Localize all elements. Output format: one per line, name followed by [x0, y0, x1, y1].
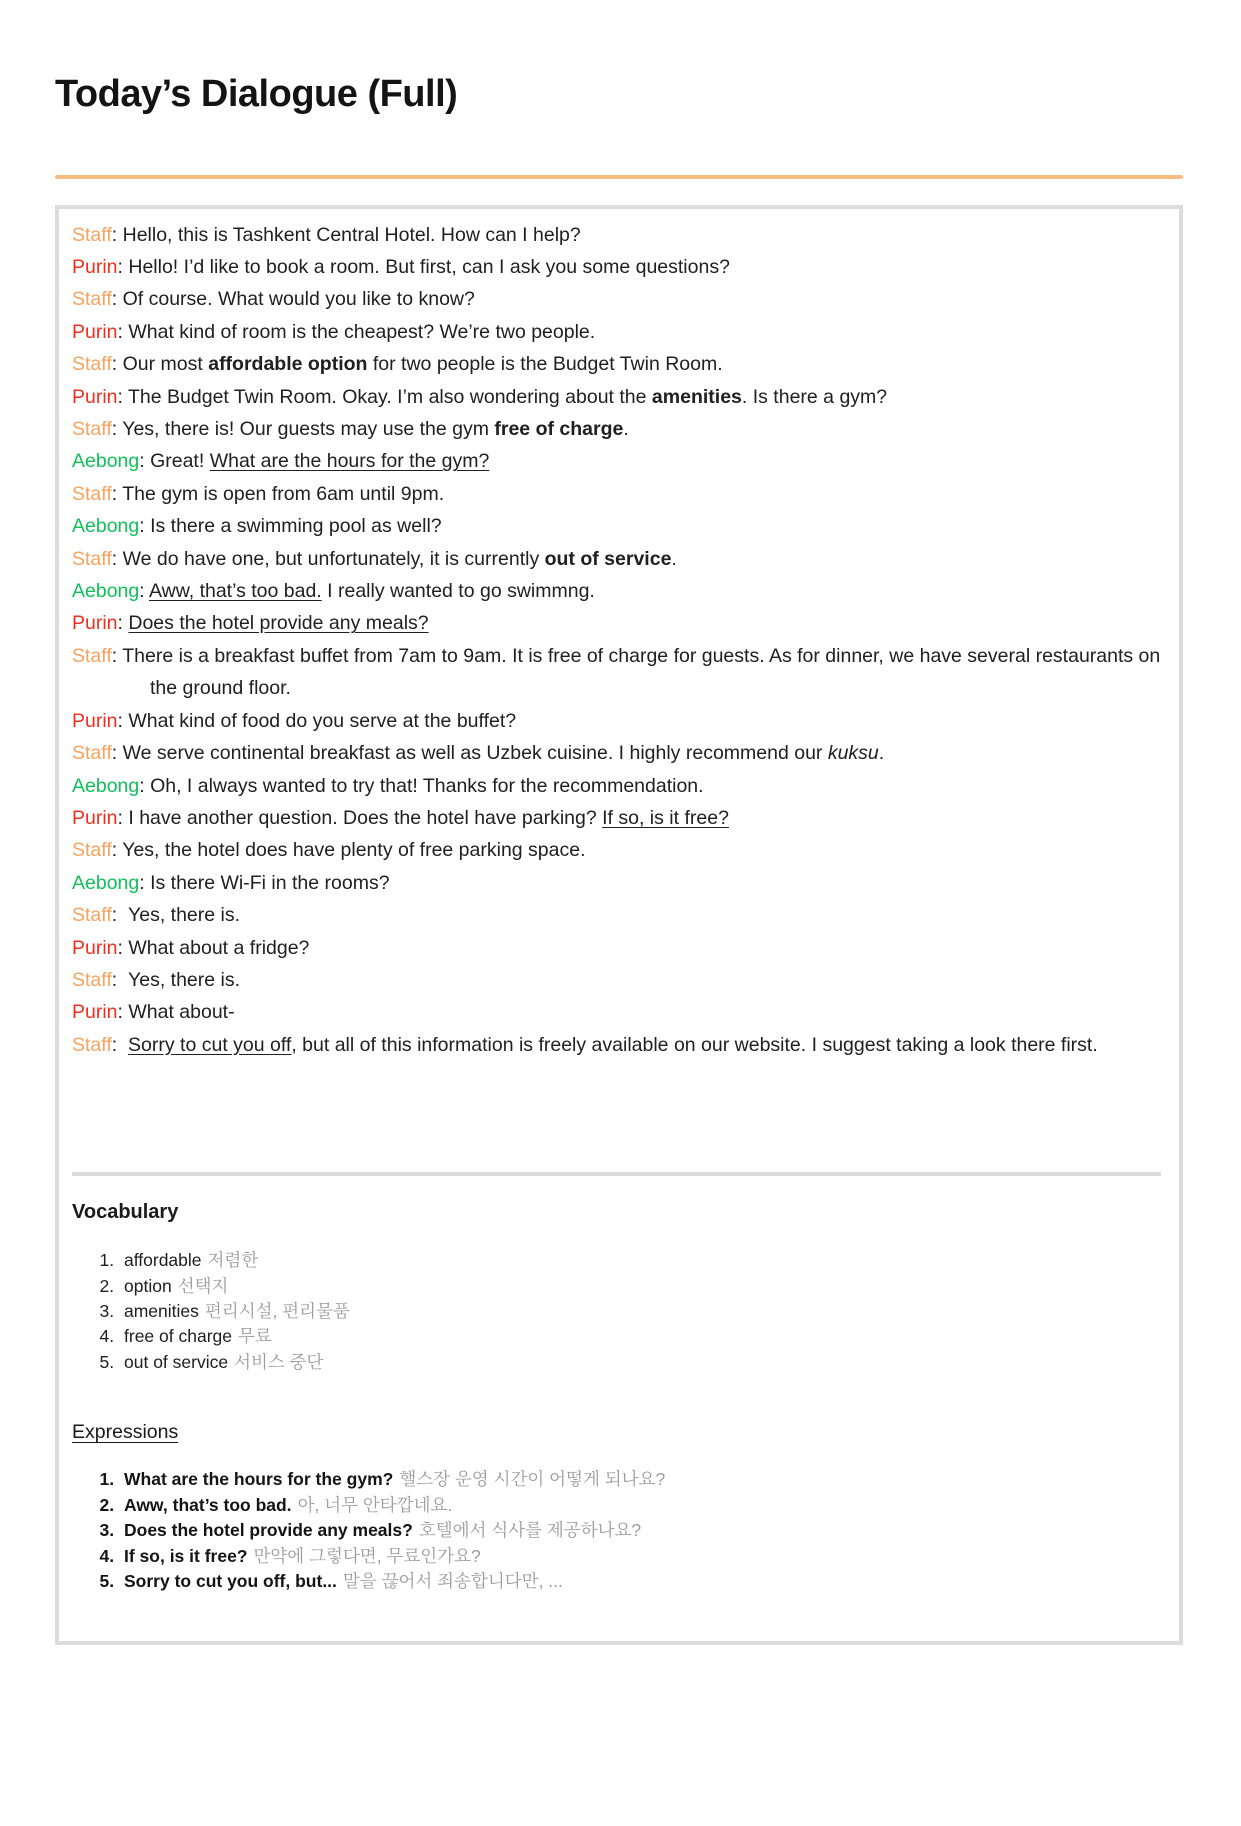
dialogue: [72, 219, 1161, 1062]
utterance-segment: What about-: [128, 1001, 235, 1024]
dialogue-line: Purin: Hello! I’d like to book a room. But first, can I ask you some questions?: [72, 256, 730, 278]
dialogue-line: Purin: Does the hotel provide any meals?: [72, 612, 429, 635]
dialogue-line: Staff: Yes, there is.: [72, 968, 241, 991]
expressions-heading: Expressions: [72, 1421, 179, 1444]
utterance-segment: I really wanted to go swimmng.: [321, 580, 595, 603]
utterance-segment: Aww, that’s too bad.: [149, 580, 322, 603]
dialogue-line: Purin: I have another question. Does the hotel have parking? If so, is it free?: [72, 806, 729, 829]
utterance-segment: What are the hours for the gym?: [209, 450, 490, 473]
utterance-segment: . Is there a gym?: [741, 385, 888, 408]
expression-korean: 호텔에서 식사를 제공하나요?: [418, 1520, 642, 1541]
utterance-segment: Is there Wi-Fi in the rooms?: [150, 871, 390, 894]
utterance-segment: affordable option: [208, 353, 368, 376]
expression-korean: 말을 끊어서 죄송합니다만, ...: [342, 1571, 563, 1592]
dialogue-line: Aebong: Is there a swimming pool as well?: [72, 515, 442, 538]
speaker-name: Aebong: [72, 580, 140, 603]
expression-english: Sorry to cut you off, but...: [124, 1571, 337, 1592]
speaker-name: Purin: [72, 256, 118, 278]
dialogue-line: Staff: Yes, there is! Our guests may use the gym free of charge.: [72, 418, 629, 441]
utterance-segment: What about a fridge?: [128, 936, 310, 959]
utterance-segment: We serve continental breakfast as well as Uzbek cuisine. I highly recommend our: [122, 742, 828, 765]
utterance-segment: , but all of this information is freely available on our website. I suggest taking a look there first.: [291, 1033, 1098, 1056]
vocabulary-item: [119, 1299, 1161, 1324]
section-divider: [72, 1172, 1161, 1176]
utterance-segment: Is there a swimming pool as well?: [150, 515, 442, 538]
page-title: Today’s Dialogue (Full): [55, 73, 458, 115]
utterance-segment: Sorry to cut you off: [128, 1033, 292, 1056]
page: [0, 72, 1241, 1645]
dialogue-line: Aebong: Oh, I always wanted to try that! Thanks for the recommendation.: [72, 774, 704, 797]
utterance-segment: out of service: [544, 547, 672, 570]
vocabulary-korean: 저렴한: [207, 1250, 259, 1271]
vocabulary-item: [119, 1350, 1161, 1375]
utterance-segment: Yes, the hotel does have plenty of free parking space.: [122, 839, 586, 862]
dialogue-line: Staff: Yes, the hotel does have plenty of free parking space.: [72, 839, 586, 862]
utterance-segment: If so, is it free?: [602, 806, 729, 829]
utterance-segment: Our most: [122, 353, 209, 376]
speaker-name: Staff: [72, 904, 112, 927]
dialogue-line: Staff: Of course. What would you like to know?: [72, 288, 475, 311]
speaker-name: Staff: [72, 288, 112, 311]
utterance-segment: The Budget Twin Room. Okay. I’m also wondering about the: [128, 385, 652, 408]
expression-item: [119, 1544, 1161, 1570]
dialogue-line: Aebong: Is there Wi-Fi in the rooms?: [72, 871, 390, 894]
expression-english: Does the hotel provide any meals?: [124, 1520, 413, 1541]
utterance-segment: .: [623, 418, 629, 441]
dialogue-line: Staff: There is a breakfast buffet from 7am to 9am. It is free of charge for guests. As for dinner, we have several restaurants on the ground floor.: [72, 644, 1161, 700]
vocabulary-korean: 무료: [237, 1326, 272, 1347]
expression-item: [119, 1569, 1161, 1595]
speaker-name: Purin: [72, 612, 118, 635]
speaker-name: Staff: [72, 839, 112, 862]
expression-english: Aww, that’s too bad.: [124, 1494, 292, 1515]
speaker-name: Aebong: [72, 515, 140, 538]
utterance-segment: Hello! I’d like to book a room. But first, can I ask you some questions?: [128, 256, 730, 278]
vocabulary-korean: 서비스 중단: [234, 1351, 324, 1372]
dialogue-line: Purin: What kind of room is the cheapest? We’re two people.: [72, 320, 596, 343]
vocabulary-item: [119, 1274, 1161, 1299]
vocabulary-korean: 선택지: [177, 1275, 229, 1296]
speaker-name: Staff: [72, 644, 112, 667]
utterance-segment: Oh, I always wanted to try that! Thanks for the recommendation.: [150, 774, 704, 797]
expression-korean: 만약에 그렇다면, 무료인가요?: [253, 1545, 481, 1566]
utterance-segment: kuksu: [827, 742, 879, 765]
vocabulary-english: free of charge: [124, 1326, 232, 1347]
utterance-segment: .: [671, 547, 677, 570]
dialogue-line: Purin: What about-: [72, 1001, 235, 1024]
utterance-segment: The gym is open from 6am until 9pm.: [122, 482, 445, 505]
expression-korean: 핼스장 운영 시간이 어떻게 되나요?: [399, 1469, 666, 1490]
dialogue-line: Staff: We do have one, but unfortunately, it is currently out of service.: [72, 547, 677, 570]
expression-english: What are the hours for the gym?: [124, 1469, 394, 1490]
vocabulary-heading: Vocabulary: [72, 1201, 179, 1224]
dialogue-line: Purin: What about a fridge?: [72, 936, 310, 959]
speaker-name: Aebong: [72, 774, 140, 797]
speaker-name: Purin: [72, 806, 118, 829]
speaker-name: Purin: [72, 320, 118, 343]
title-divider: [55, 175, 1183, 179]
speaker-name: Aebong: [72, 450, 140, 473]
vocabulary-english: option: [124, 1275, 172, 1296]
speaker-name: Purin: [72, 1001, 118, 1024]
lesson-box: [55, 205, 1183, 1645]
vocabulary-item: [119, 1324, 1161, 1349]
utterance-segment: Great!: [150, 450, 210, 473]
speaker-name: Staff: [72, 1033, 112, 1056]
utterance-segment: We do have one, but unfortunately, it is currently: [122, 547, 545, 570]
dialogue-line: Aebong: Great! What are the hours for the gym?: [72, 450, 490, 473]
vocabulary-item: [119, 1248, 1161, 1273]
expressions-list: [72, 1467, 1161, 1595]
speaker-name: Staff: [72, 968, 112, 991]
utterance-segment: Of course. What would you like to know?: [122, 288, 475, 311]
expression-item: [119, 1467, 1161, 1493]
dialogue-line: Staff: Yes, there is.: [72, 904, 241, 927]
expression-korean: 아, 너무 안타깝네요.: [297, 1494, 453, 1515]
speaker-name: Staff: [72, 742, 112, 765]
speaker-name: Purin: [72, 709, 118, 732]
utterance-segment: Hello, this is Tashkent Central Hotel. How can I help?: [122, 223, 581, 246]
speaker-name: Staff: [72, 547, 112, 570]
expression-item: [119, 1518, 1161, 1544]
dialogue-line: Staff: We serve continental breakfast as well as Uzbek cuisine. I highly recommend our kuksu.: [72, 742, 885, 765]
dialogue-line: Staff: Hello, this is Tashkent Central Hotel. How can I help?: [72, 223, 581, 246]
dialogue-line: Staff: Sorry to cut you off, but all of this information is freely available on our website. I suggest taking a look there first.: [72, 1033, 1098, 1056]
utterance-segment: Yes, there is.: [122, 968, 241, 991]
speaker-name: Purin: [72, 385, 118, 408]
utterance-segment: Does the hotel provide any meals?: [128, 612, 429, 635]
speaker-name: Aebong: [72, 871, 140, 894]
expression-english: If so, is it free?: [124, 1545, 248, 1566]
dialogue-line: Staff: The gym is open from 6am until 9pm.: [72, 482, 445, 505]
utterance-segment: amenities: [651, 385, 742, 408]
speaker-name: Staff: [72, 418, 112, 441]
speaker-name: Staff: [72, 223, 112, 246]
utterance-segment: for two people is the Budget Twin Room.: [367, 353, 723, 376]
speaker-name: Purin: [72, 936, 118, 959]
utterance-segment: I have another question. Does the hotel have parking?: [128, 806, 603, 829]
utterance-segment: What kind of food do you serve at the buffet?: [128, 709, 517, 732]
utterance-segment: Yes, there is! Our guests may use the gym: [122, 418, 495, 441]
dialogue-line: Aebong: Aww, that’s too bad. I really wanted to go swimmng.: [72, 580, 595, 603]
utterance-segment: .: [878, 742, 885, 765]
utterance-segment: What kind of room is the cheapest? We’re two people.: [128, 320, 596, 343]
dialogue-line: Purin: What kind of food do you serve at the buffet?: [72, 709, 517, 732]
vocabulary-english: out of service: [124, 1351, 229, 1372]
utterance-segment: free of charge: [494, 418, 624, 441]
dialogue-line: Purin: The Budget Twin Room. Okay. I’m also wondering about the amenities. Is there a gym?: [72, 385, 888, 408]
utterance-segment: Yes, there is.: [122, 904, 241, 927]
expression-item: [119, 1493, 1161, 1519]
speaker-name: Staff: [72, 353, 112, 376]
vocabulary-list: [72, 1248, 1161, 1375]
vocabulary-korean: 편리시설, 편리물품: [204, 1300, 350, 1321]
vocabulary-english: amenities: [124, 1300, 199, 1321]
speaker-name: Staff: [72, 482, 112, 505]
vocabulary-english: affordable: [124, 1250, 202, 1271]
utterance-segment: There is a breakfast buffet from 7am to 9am. It is free of charge for guests. As for dinner, we have several restaurants on the ground floor.: [122, 644, 1161, 700]
dialogue-line: Staff: Our most affordable option for two people is the Budget Twin Room.: [72, 353, 723, 376]
